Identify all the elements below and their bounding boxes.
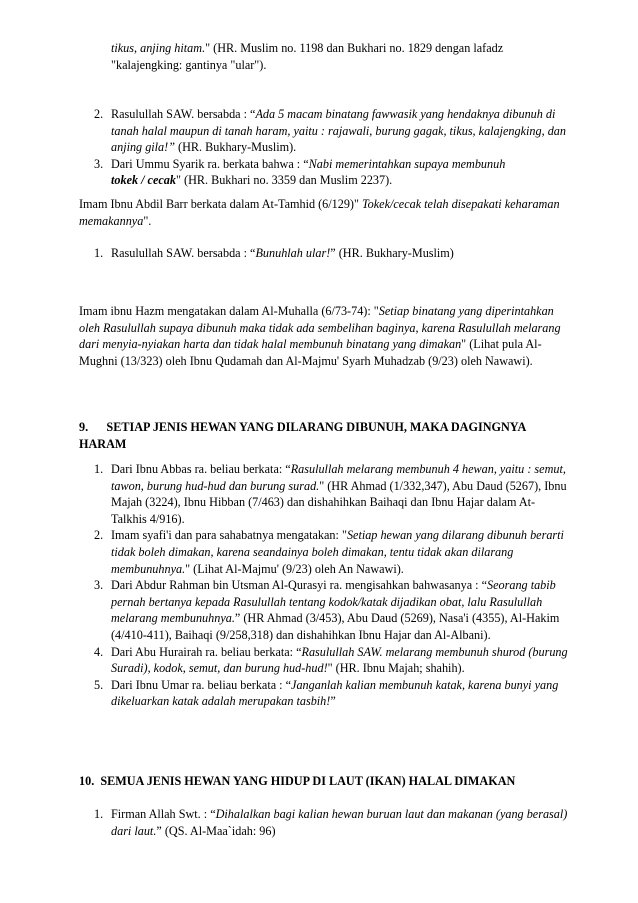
- lead-text: Dari Ummu Syarik ra. berkata bahwa : “: [111, 156, 309, 171]
- list-item: [79, 245, 569, 262]
- numbered-list-10: [79, 806, 569, 839]
- paragraph-ibnu-hazm: [79, 303, 569, 369]
- list-number: 1.: [94, 807, 104, 821]
- lead-text: Dari Ibnu Abbas ra. beliau berkata: “: [111, 462, 291, 476]
- list-number: 3.: [94, 156, 104, 171]
- list-number: 1.: [94, 246, 104, 260]
- section-heading-10: 10. SEMUA JENIS HEWAN YANG HIDUP DI LAUT (IKAN) HALAL DIMAKAN: [79, 774, 516, 788]
- list-item: [79, 527, 569, 577]
- list-item: [79, 644, 569, 677]
- trailing-text: ”: [330, 694, 336, 709]
- quote-text: Setiap hewan yang dilarang dibunuh berarti tidak boleh dimakan, karena seandainya boleh dimakan, tentu tidak akan dilarang membunuhnya.: [111, 528, 564, 576]
- citation-text: ” (HR Ahmad (3/453), Abu Daud (5269), Nasa'i (4355), Al-Hakim (4/410-411), Baihaqi (9/258,318) dan dishahihkan Ibnu Hajar dan Al-Albani).: [111, 611, 560, 642]
- quote-text: Bunuhlah ular!: [255, 246, 331, 260]
- quote-text: Seorang tabib pernah bertanya kepada Rasulullah tentang kodok/katak dijadikan obat, lalu Rasulullah melarang membunuhnya.: [111, 578, 556, 626]
- lead-text: Imam ibnu Hazm mengatakan dalam Al-Muhalla (6/73-74): ": [79, 304, 379, 318]
- list-number: 2.: [94, 107, 104, 121]
- citation-text: " (Lihat pula Al-Mughni (13/323) oleh Ibnu Qudamah dan Al-Majmu' Syarh Muhadzab (9/23) oleh Nawawi).: [79, 337, 542, 368]
- numbered-list-a: [79, 106, 569, 189]
- emphasis-text: tokek / cecak: [111, 173, 176, 188]
- citation-text: " (HR Ahmad (1/332,347), Abu Daud (5267), Ibnu Majah (3224), Ibnu Hibban (7/463) dan dishahihkan Baihaqi dan Ibnu Hajar dalam At-Talkhis 4/916).: [111, 478, 567, 526]
- quote-text: Dihalalkan bagi kalian hewan buruan laut dan makanan (yang berasal) dari laut.: [111, 807, 568, 838]
- quote-text: tikus, anjing hitam.: [111, 41, 206, 55]
- citation-text: " (Lihat Al-Majmu' (9/23) oleh An Nawawi).: [185, 561, 404, 576]
- quote-text: Tokek/cecak telah disepakati keharaman memakannya: [79, 197, 560, 228]
- lead-text: Dari Abdur Rahman bin Utsman Al-Qurasyi ra. mengisahkan bahwasanya : “: [111, 578, 488, 593]
- quote-text: Janganlah kalian membunuh katak, karena bunyi yang dikeluarkan katak adalah merupakan tasbih!: [111, 677, 559, 709]
- numbered-list-b: [79, 245, 569, 262]
- trailing-text: ".: [143, 213, 152, 228]
- quote-text: Setiap binatang yang diperintahkan oleh Rasulullah supaya dibunuh maka tidak ada sembelihan baginya, karena Rasulullah melarang dari menyia-nyiakan harta dan tidak halal membunuh binatang yang dimakan: [79, 304, 561, 352]
- lead-text: Dari Ibnu Umar ra. beliau berkata : “: [111, 677, 292, 692]
- citation-text: ” (HR. Bukhary-Muslim): [330, 246, 454, 260]
- paragraph-ibnu-abdil-barr: [79, 196, 569, 229]
- numbered-list-9: [79, 461, 569, 710]
- lead-text: Dari Abu Hurairah ra. beliau berkata: “: [111, 644, 302, 659]
- citation-text: " (HR. Muslim no. 1198 dan Bukhari no. 1829 dengan lafadz "kalajengking: gantinya "ular").: [111, 41, 504, 72]
- list-item: [79, 156, 569, 189]
- section-heading-9: 9. SETIAP JENIS HEWAN YANG DILARANG DIBUNUH, MAKA DAGINGNYA HARAM: [79, 420, 526, 451]
- list-item: [79, 677, 569, 710]
- list-item: [79, 806, 569, 839]
- quote-text: Nabi memerintahkan supaya membunuh: [308, 156, 506, 171]
- lead-text: Rasulullah SAW. bersabda : “: [111, 246, 256, 260]
- citation-text: " (HR. Bukhari no. 3359 dan Muslim 2237).: [175, 173, 393, 188]
- citation-text: ” (QS. Al-Maa`idah: 96): [156, 823, 276, 838]
- quote-text: Ada 5 macam binatang fawwasik yang hendaknya dibunuh di tanah halal maupun di tanah haram, yaitu : rajawali, burung gagak, tikus, kalajengking, dan anjing gila!”: [111, 107, 566, 155]
- lead-text: Imam Ibnu Abdil Barr berkata dalam At-Tamhid (6/129)": [79, 197, 363, 211]
- list-number: 4.: [94, 644, 104, 659]
- list-item: [79, 461, 569, 527]
- lead-text: Rasulullah SAW. bersabda : “: [111, 107, 256, 121]
- quote-text: Rasulullah melarang membunuh 4 hewan, yaitu : semut, tawon, burung hud-hud dan burung surad.: [111, 462, 566, 493]
- list-number: 5.: [94, 677, 104, 692]
- lead-text: Firman Allah Swt. : “: [111, 807, 216, 821]
- lead-text: Imam syafi'i dan para sahabatnya mengatakan: ": [111, 528, 347, 543]
- list-item: [79, 106, 569, 156]
- list-number: 3.: [94, 578, 104, 593]
- citation-text: (HR. Bukhary-Muslim).: [175, 140, 297, 155]
- citation-text: " (HR. Ibnu Majah; shahih).: [327, 661, 465, 676]
- list-number: 1.: [94, 462, 104, 476]
- list-number: 2.: [94, 528, 104, 543]
- quote-text: Rasulullah SAW. melarang membunuh shurod (burung Suradi), kodok, semut, dan burung hud-hud!: [111, 644, 568, 676]
- list-item: [79, 577, 569, 643]
- list-item-continuation: [111, 40, 569, 73]
